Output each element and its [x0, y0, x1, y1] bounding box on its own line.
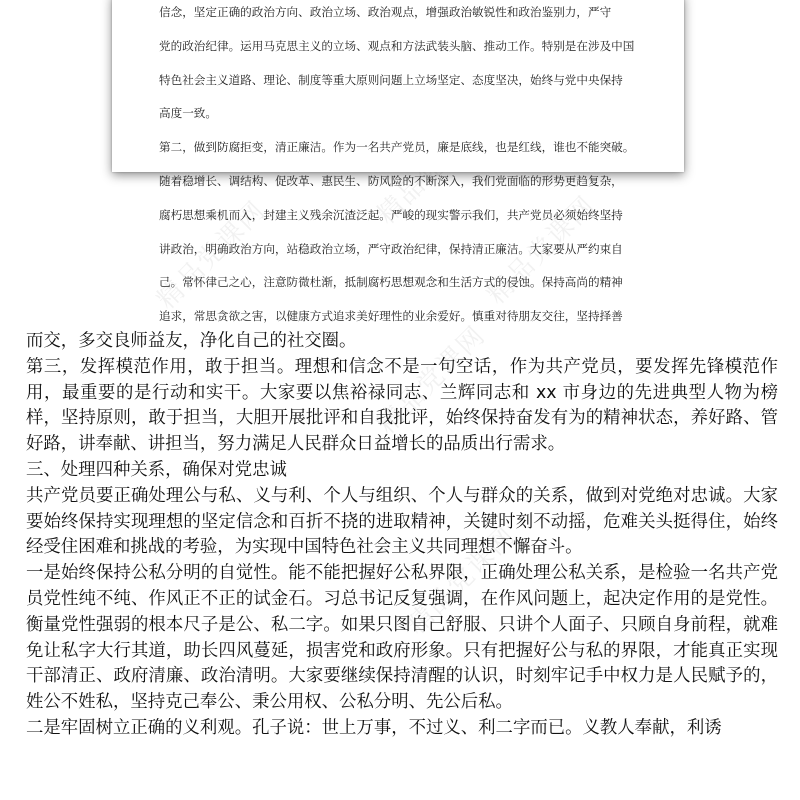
paragraph: 二是牢固树立正确的义利观。孔子说：世上万事，不过义、利二字而已。义教人奉献，利诱: [26, 717, 722, 738]
preview-line: 信念，坚定正确的政治方向、政治立场、政治观点，增强政治敏锐性和政治鉴别力，严守: [159, 4, 612, 19]
watermark: 精品党课网: [151, 195, 272, 316]
preview-line: 党的政治纪律。运用马克思主义的立场、观点和方法武装头脑、推动工作。特别是在涉及中国: [159, 38, 635, 53]
paragraph: 而交，多交良师益友，净化自己的社交圈。: [26, 331, 357, 351]
preview-line: 讲政治，明确政治方向，站稳政治立场，严守政治纪律，保持清正廉洁。大家要从严约束自: [159, 241, 623, 256]
preview-line: 随着稳增长、调结构、促改革、惠民生、防风险的不断深入，我们党面临的形势更趋复杂，: [159, 173, 623, 188]
paragraph: 一是始终保持公私分明的自觉性。能不能把握好公私界限，正确处理公私关系，是检验一名共产党员党性纯不纯、作风正不正的试金石。习总书记反复强调，在作风问题上，起决定作用的是党性。衡量党性强弱的根本尺子是公、私二字。如果只图自己舒服、只讲个人面子、只顾自身前程，就难免让私字大行其道，助长四风蔓延，损害党和政府形象。只有把握好公与私的界限，才能真正实现干部清正、政府清廉、政治清明。大家要继续保持清醒的认识，时刻牢记手中权力是人民赋予的，姓公不姓私，坚持克己奉公、秉公用权、公私分明、先公后私。: [26, 563, 778, 713]
preview-line: 追求，常思贪欲之害，以健康方式追求美好理性的业余爱好。慎重对待朋友交往，坚持择善: [159, 309, 623, 324]
preview-line: 己。常怀律己之心，注意防微杜渐，抵制腐朽思想观念和生活方式的侵蚀。保持高尚的精神: [159, 275, 623, 290]
paragraph: 第三，发挥模范作用，敢于担当。理想和信念不是一句空话，作为共产党员，要发挥先锋模范作用，最重要的是行动和实干。大家要以焦裕禄同志、兰辉同志和 xx 市身边的先进典型人物为榜样，坚持原则，敢于担当，大胆开展批评和自我批评，始终保持奋发有为的精神状态，养好路、管好路，讲奉献、讲担当，努力满足人民群众日益增长的品质出行需求。: [26, 356, 778, 455]
watermark: 精品党课网: [371, 320, 492, 441]
section-heading: 三、处理四种关系，确保对党忠诚: [26, 459, 287, 480]
preview-line: 第二，做到防腐拒变，清正廉洁。作为一名共产党员，廉是底线，也是红线，谁也不能突破。: [159, 140, 635, 155]
preview-line: 特色社会主义道路、理论、制度等重大原则问题上立场坚定、态度坚决，始终与党中央保持: [159, 72, 623, 87]
preview-line: 腐朽思想乘机而入，封建主义残余沉渣泛起。严峻的现实警示我们，共产党员必须始终坚持: [159, 207, 623, 222]
document-body: [26, 329, 778, 742]
watermark: 精品党课网: [401, 520, 522, 641]
preview-text: [159, 0, 649, 342]
preview-line: 高度一致。: [159, 106, 217, 121]
paragraph: 共产党员要正确处理公与私、义与利、个人与组织、个人与群众的关系，做到对党绝对忠诚。大家要始终保持实现理想的坚定信念和百折不挠的进取精神，关键时刻不动摇，危难关头挺得住，始终经受住困难和挑战的考验，为实现中国特色社会主义共同理想不懈奋斗。: [26, 485, 778, 558]
watermark: 精品党课网: [481, 190, 602, 311]
